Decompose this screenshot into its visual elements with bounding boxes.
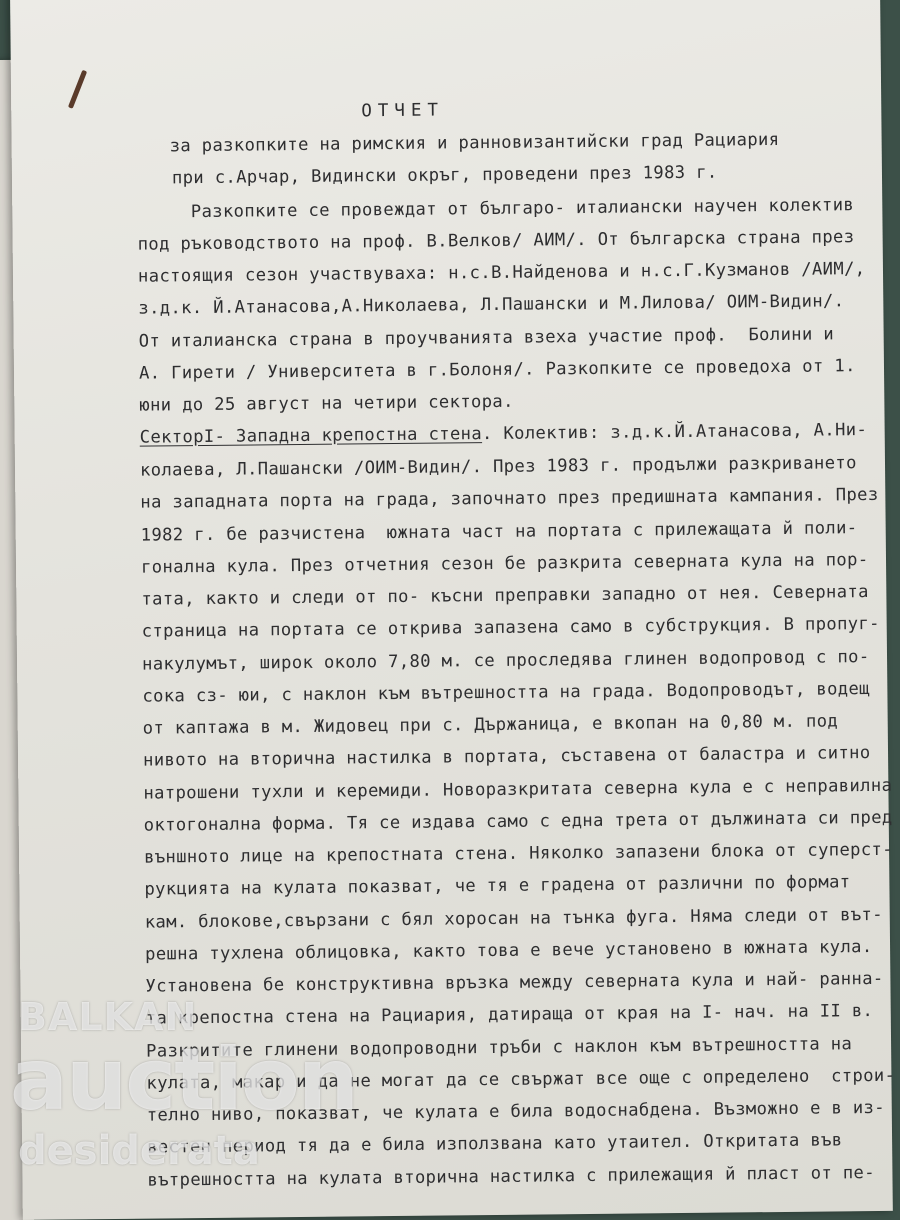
text-line: вътрешността на кулата вторична настилка с прилежащия й пласт от пе- (147, 1163, 875, 1191)
text-line: телно ниво, показват, че кулата е била водоснабдена. Възможно е в из- (146, 1097, 886, 1126)
text-line: вестен период тя да е била използвана като утаител. Откритата във (147, 1130, 843, 1158)
watermark-desiderata: desiderata (18, 1128, 260, 1174)
document-title: ОТЧЕТ (361, 100, 445, 122)
sector-line (140, 420, 868, 448)
text-line: накулумът, широк около 7,80 м. се проследява глинен водопровод с по- (141, 647, 870, 675)
text-line: Установена бе конструктивна връзка между северната кула и най- ранна- (145, 968, 884, 997)
text-line: от каптажа в м. Жидовец при с. Държаница, е вкопан на 0,80 м. под (142, 711, 839, 739)
text-line: кулата, макар и да не могат да се свържат все още с определено строи- (146, 1065, 896, 1094)
text-line: колаева, Л.Пашански /ОИМ-Видин/. През 1983 г. продължи разкриването (139, 453, 857, 481)
text-line: външното лице на крепостната стена. Няколко запазени блока от суперст- (143, 839, 894, 868)
text-line: з.д.к. Й.Атанасова,А.Николаева, Л.Пашански и М.Лилова/ ОИМ-Видин/. (138, 291, 845, 319)
staple-mark (68, 70, 87, 109)
text-line: на западната порта на града, започнато през предишната кампания. През (140, 484, 879, 513)
text-line: А. Гирети / Университета в г.Болоня/. Разкопките се проведоха от 1. (138, 356, 856, 384)
text-line: Разкритите глинени водопроводни тръби с наклон към вътрешността на (146, 1034, 853, 1062)
text-line: за разкопките на римския и ранновизантийски град Рациария (169, 129, 780, 157)
text-line: юни до 25 август на четири сектора. (139, 391, 514, 416)
text-line: От италианска страна в проучванията взеха участие проф. Болини и (138, 324, 835, 352)
text-line: сока сз- юи, с наклон към вътрешността на града. Водопроводът, водещ (142, 679, 870, 707)
text-line: при с.Арчар, Видински окръг, проведени през 1983 г. (171, 162, 718, 189)
text-line: настоящия сезон участвуваха: н.с.В.Найденова и н.с.Г.Кузманов /АИМ/, (137, 259, 866, 287)
text-line: страница на портата се открива запазена само в субструкция. В пропуг- (141, 613, 880, 642)
text-line: рукцията на кулата показват, че тя е градена от различни по формат (144, 872, 851, 900)
text-line: натрошени тухли и керемиди. Новоразкритата северна кула е с неправилна (143, 775, 893, 804)
sector-heading: СекторI- Западна крепостна стена (139, 424, 483, 448)
text-line: под ръководството на проф. В.Велков/ АИМ/. От българска страна през (137, 227, 855, 255)
text-line: нивото на вторична настилка в портата, съставена от баластра и ситно (142, 743, 871, 771)
watermark-balkan: BALKAN (18, 995, 198, 1039)
sector-line-rest: . Колектив: з.д.к.Й.Атанасова, А.Ни- (481, 420, 868, 445)
text-line: тата, както и следи от по- късни преправки западно от нея. Северната (141, 582, 869, 610)
watermark-auction: auction (10, 1030, 358, 1130)
text-line: 1982 г. бе разчистена южната част на портата с прилежащата й поли- (140, 518, 858, 546)
text-line: гонална кула. През отчетния сезон бе разкрита северната кула на пор- (140, 550, 869, 578)
text-line: та крепостна стена на Рациария, датираща от края на I- нач. на II в. (145, 1001, 874, 1029)
text-line: решна тухлена облицовка, както това е вече установено в южната кула. (145, 937, 873, 965)
text-line: октогонална форма. Тя се издава само с една трета от дължината си пред (143, 807, 893, 836)
text-line: Разкопките се провеждат от българо- италиански научен колектив (137, 195, 855, 223)
text-line: кам. блокове,свързани с бял хоросан на тънка фуга. Няма следи от вът- (144, 904, 883, 933)
